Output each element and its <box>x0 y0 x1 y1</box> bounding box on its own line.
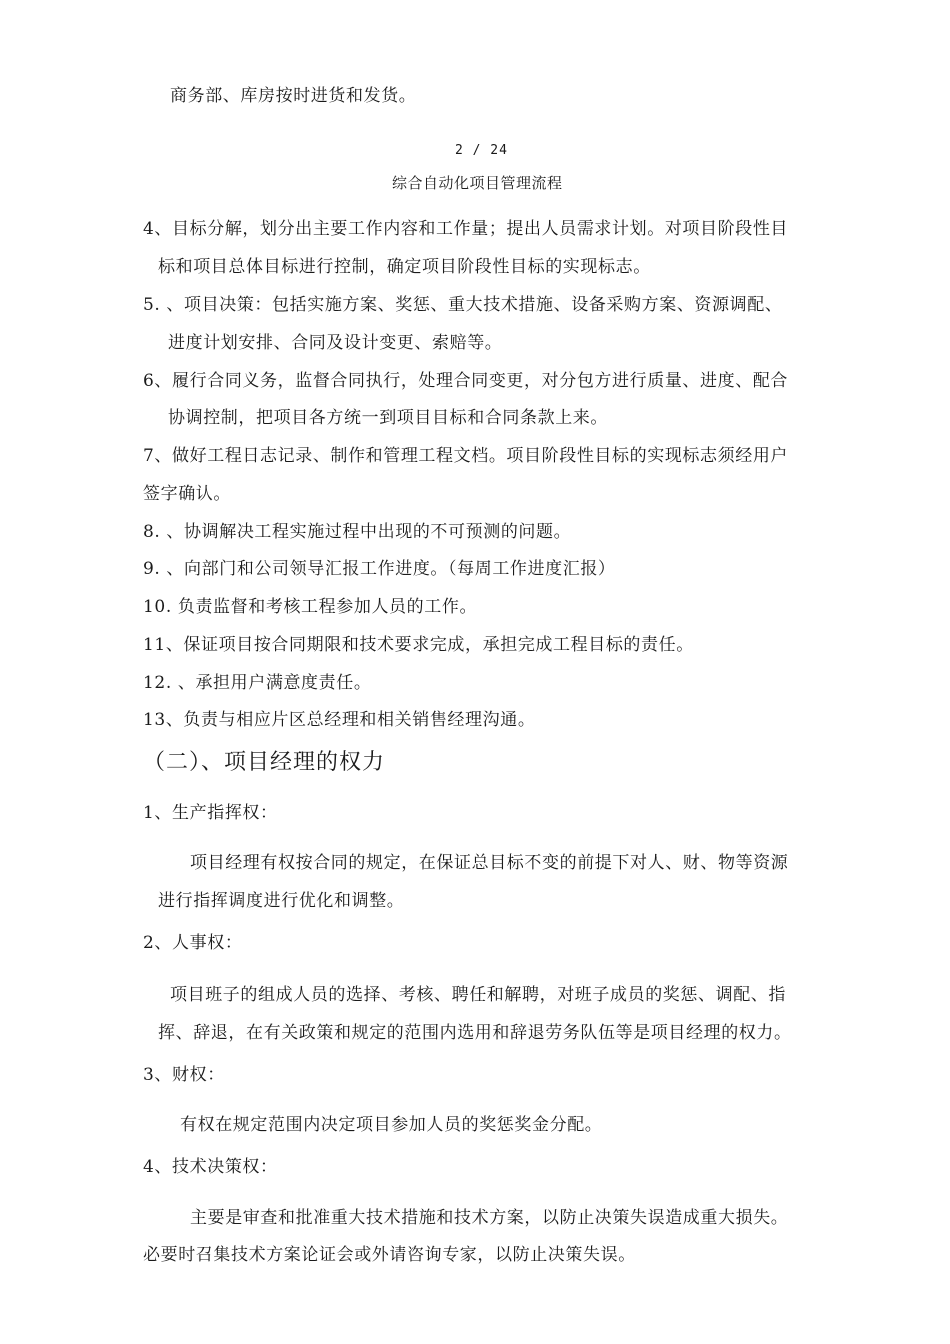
page-number: 2 / 24 <box>455 143 508 158</box>
section-heading: （二）、项目经理的权力 <box>143 750 386 775</box>
power-body-line: 主要是审查和批准重大技术措施和技术方案，以防止决策失误造成重大损失。 <box>190 1208 789 1228</box>
duty-line: 10. 负责监督和考核工程参加人员的工作。 <box>143 597 478 617</box>
duty-line: 11、保证项目按合同期限和技术要求完成，承担完成工程目标的责任。 <box>143 635 694 655</box>
duty-line: 协调控制，把项目各方统一到项目目标和合同条款上来。 <box>168 408 608 428</box>
duty-line: 7、做好工程日志记录、制作和管理工程文档。项目阶段性目标的实现标志须经用户 <box>143 446 789 466</box>
power-body-line: 有权在规定范围内决定项目参加人员的奖惩奖金分配。 <box>180 1115 603 1135</box>
power-body-line: 项目班子的组成人员的选择、考核、聘任和解聘，对班子成员的奖惩、调配、指 <box>170 985 786 1005</box>
duty-line: 4、目标分解，划分出主要工作内容和工作量；提出人员需求计划。对项目阶段性目 <box>143 219 789 239</box>
carryover-text: 商务部、库房按时进货和发货。 <box>170 86 417 106</box>
power-title: 1、生产指挥权： <box>143 803 278 823</box>
duty-line: 5. 、项目决策：包括实施方案、奖惩、重大技术措施、设备采购方案、资源调配、 <box>143 295 783 315</box>
duty-line: 标和项目总体目标进行控制，确定项目阶段性目标的实现标志。 <box>158 257 651 277</box>
duty-line: 进度计划安排、合同及设计变更、索赔等。 <box>168 333 503 353</box>
duty-line: 12. 、承担用户满意度责任。 <box>143 673 372 693</box>
power-body-line: 必要时召集技术方案论证会或外请咨询专家，以防止决策失误。 <box>143 1245 636 1265</box>
power-title: 3、财权： <box>143 1065 225 1085</box>
running-title: 综合自动化项目管理流程 <box>392 174 563 192</box>
power-body-line: 挥、辞退，在有关政策和规定的范围内选用和辞退劳务队伍等是项目经理的权力。 <box>158 1023 792 1043</box>
power-body-line: 项目经理有权按合同的规定，在保证总目标不变的前提下对人、财、物等资源 <box>190 853 789 873</box>
duty-line: 6、履行合同义务，监督合同执行，处理合同变更，对分包方进行质量、进度、配合 <box>143 371 789 391</box>
duty-line: 签字确认。 <box>143 484 231 504</box>
power-body-line: 进行指挥调度进行优化和调整。 <box>158 891 405 911</box>
duty-line: 13、负责与相应片区总经理和相关销售经理沟通。 <box>143 710 536 730</box>
duty-line: 8. 、协调解决工程实施过程中出现的不可预测的问题。 <box>143 522 572 542</box>
power-title: 4、技术决策权： <box>143 1157 278 1177</box>
duty-line: 9. 、向部门和公司领导汇报工作进度。（每周工作进度汇报） <box>143 559 616 579</box>
power-title: 2、人事权： <box>143 933 243 953</box>
